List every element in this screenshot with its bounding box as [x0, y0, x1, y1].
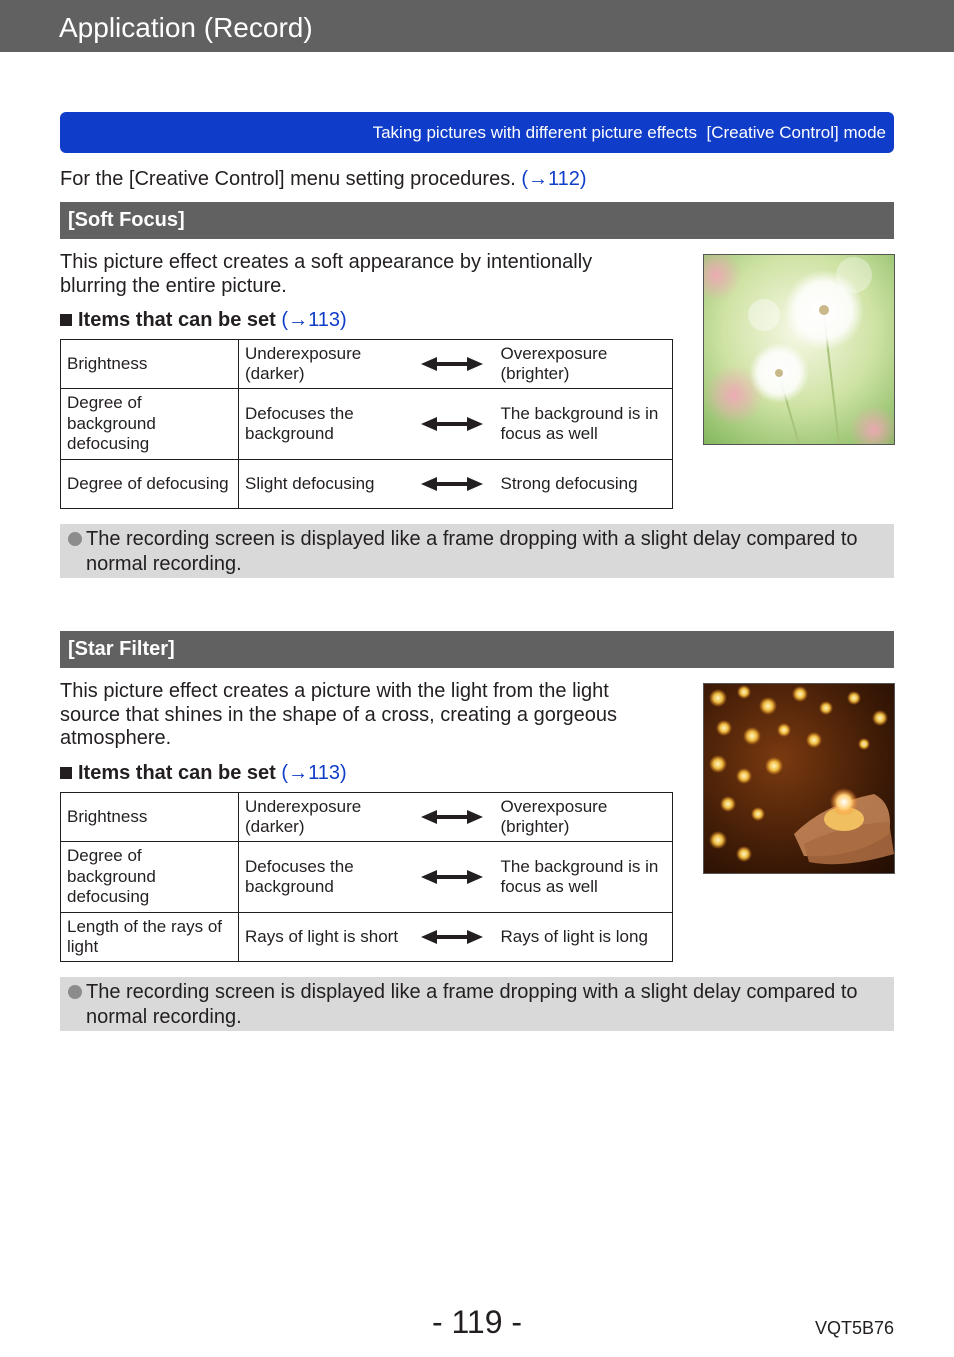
item-high-value: Overexposure (brighter) [495, 793, 673, 842]
item-high-value: Overexposure (brighter) [495, 340, 673, 389]
item-name: Degree of background defocusing [61, 389, 239, 460]
note-text: The recording screen is displayed like a frame dropping with a slight delay compared to normal recording. [86, 981, 858, 1028]
item-low-value: Slight defocusing [239, 460, 409, 509]
section-title-text: [Soft Focus] [68, 209, 185, 231]
section-description: This picture effect creates a soft appearance by intentionally blurring the entire picture. [60, 251, 593, 297]
items-ref-link[interactable]: (→113) [281, 762, 347, 784]
item-high-value: Rays of light is long [495, 913, 673, 962]
item-low-value: Defocuses the background [239, 389, 409, 460]
table-row [61, 460, 673, 509]
candle-lights-photo [703, 683, 895, 874]
square-bullet-icon [60, 767, 72, 779]
section-title-soft-focus [60, 202, 894, 239]
section-banner [60, 112, 894, 153]
dandelion-photo [703, 254, 895, 445]
double-arrow-icon [409, 460, 495, 509]
page-number: - 119 - [431, 1304, 523, 1340]
section-description: This picture effect creates a picture with the light from the light source that shines in the shape of a cross, creating a gorgeous atmosphere. [60, 680, 618, 749]
items-heading [60, 761, 347, 785]
bullet-icon [68, 532, 82, 546]
note-box [60, 524, 894, 578]
table-row [61, 340, 673, 389]
item-name: Brightness [61, 793, 239, 842]
item-name: Degree of defocusing [61, 460, 239, 509]
item-high-value: Strong defocusing [495, 460, 673, 509]
item-low-value: Underexposure (darker) [239, 340, 409, 389]
item-low-value: Rays of light is short [239, 913, 409, 962]
note-text: The recording screen is displayed like a frame dropping with a slight delay compared to normal recording. [86, 528, 858, 575]
double-arrow-icon [409, 913, 495, 962]
item-low-value: Defocuses the background [239, 842, 409, 913]
items-table [60, 792, 673, 962]
items-heading-text: Items that can be set [78, 762, 276, 784]
section-title-star-filter [60, 631, 894, 668]
intro-line [60, 167, 587, 191]
bullet-icon [68, 985, 82, 999]
intro-ref-link[interactable]: (→112) [521, 168, 587, 190]
item-name: Degree of background defocusing [61, 842, 239, 913]
double-arrow-icon [409, 793, 495, 842]
items-heading-text: Items that can be set [78, 309, 276, 331]
item-low-value: Underexposure (darker) [239, 793, 409, 842]
header-bar [0, 0, 954, 52]
table-row [61, 389, 673, 460]
document-code: VQT5B76 [814, 1318, 894, 1338]
double-arrow-icon [409, 340, 495, 389]
chapter-title: Application (Record) [59, 12, 313, 43]
note-box [60, 977, 894, 1031]
section-title-text: [Star Filter] [68, 638, 175, 660]
items-heading [60, 308, 347, 332]
banner-text: Taking pictures with different picture effects [Creative Control] mode [372, 122, 886, 142]
intro-text: For the [Creative Control] menu setting procedures. [60, 168, 516, 190]
item-high-value: The background is in focus as well [495, 842, 673, 913]
table-row [61, 793, 673, 842]
items-table [60, 339, 673, 509]
item-name: Length of the rays of light [61, 913, 239, 962]
table-row [61, 913, 673, 962]
items-ref-link[interactable]: (→113) [281, 309, 347, 331]
item-high-value: The background is in focus as well [495, 389, 673, 460]
double-arrow-icon [409, 389, 495, 460]
item-name: Brightness [61, 340, 239, 389]
double-arrow-icon [409, 842, 495, 913]
square-bullet-icon [60, 314, 72, 326]
table-row [61, 842, 673, 913]
